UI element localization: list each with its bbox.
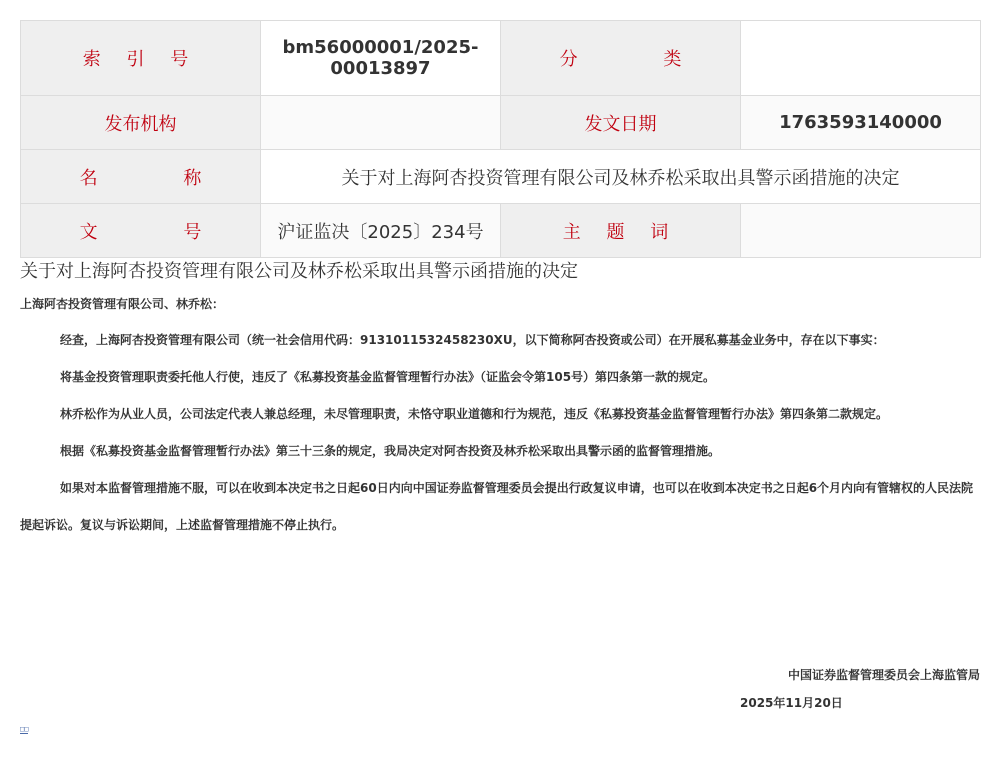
name-value: 关于对上海阿杏投资管理有限公司及林乔松采取出具警示函措施的决定 xyxy=(261,150,981,204)
attachment-mark[interactable]: □□ xyxy=(20,725,29,733)
keyword-value xyxy=(741,204,981,258)
category-value xyxy=(741,21,981,96)
issuer-signature: 中国证券监督管理委员会上海监管局 xyxy=(787,668,980,682)
metadata-table xyxy=(20,20,981,258)
metadata-row xyxy=(21,21,981,96)
metadata-row xyxy=(21,150,981,204)
name-label: 名 称 xyxy=(21,150,261,204)
signature-date: 2025年11月20日 xyxy=(740,696,843,710)
document-title: 关于对上海阿杏投资管理有限公司及林乔松采取出具警示函措施的决定 xyxy=(20,261,578,282)
body-paragraph: 如果对本监督管理措施不服，可以在收到本决定书之日起60日内向中国证券监督管理委员会提出行政复议申请，也可以在收到本决定书之日起6个月内向有管辖权的人民法院提起诉讼。复议与诉讼期间，上述监督管理措施不停止执行。 xyxy=(20,481,974,532)
category-label: 分 类 xyxy=(501,21,741,96)
docno-value: 沪证监决〔2025〕234号 xyxy=(261,204,501,258)
body-paragraph: 将基金投资管理职责委托他人行使，违反了《私募投资基金监督管理暂行办法》（证监会令第105号）第四条第一款的规定。 xyxy=(60,370,716,384)
date-value: 1763593140000 xyxy=(741,96,981,150)
index-label: 索 引 号 xyxy=(21,21,261,96)
body-paragraph: 林乔松作为从业人员，公司法定代表人兼总经理，未尽管理职责，未恪守职业道德和行为规范，违反《私募投资基金监督管理暂行办法》第四条第二款规定。 xyxy=(60,407,889,421)
docno-label: 文 号 xyxy=(21,204,261,258)
body-paragraph: 经查，上海阿杏投资管理有限公司（统一社会信用代码：9131011532458230XU，以下简称阿杏投资或公司）在开展私募基金业务中，存在以下事实： xyxy=(60,333,885,347)
body-paragraph: 根据《私募投资基金监督管理暂行办法》第三十三条的规定，我局决定对阿杏投资及林乔松采取出具警示函的监督管理措施。 xyxy=(60,444,721,458)
date-label: 发文日期 xyxy=(501,96,741,150)
index-value: bm56000001/2025-00013897 xyxy=(261,21,501,96)
keyword-label: 主 题 词 xyxy=(501,204,741,258)
metadata-row xyxy=(21,96,981,150)
salutation: 上海阿杏投资管理有限公司、林乔松： xyxy=(20,297,225,311)
issuer-value xyxy=(261,96,501,150)
metadata-row xyxy=(21,204,981,258)
issuer-label: 发布机构 xyxy=(21,96,261,150)
